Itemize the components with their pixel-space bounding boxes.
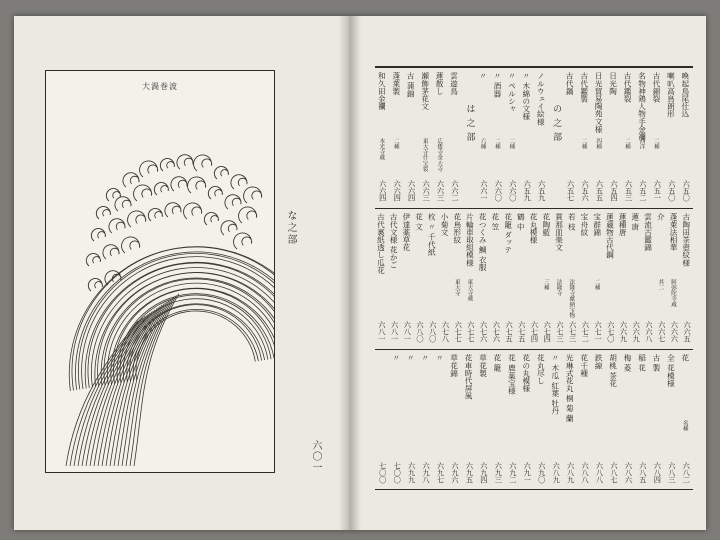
index-entry-title: 花 鹿薬宝様 bbox=[507, 354, 517, 395]
index-entry-page: 六六五 bbox=[683, 321, 693, 343]
index-entry-page: 六七三 bbox=[555, 321, 565, 343]
index-entry-title: 古陶田茶壺紋様 bbox=[681, 213, 691, 267]
index-entry-title: 草花製 bbox=[478, 354, 488, 377]
index-entry-page: 六五一 bbox=[653, 180, 663, 202]
index-entry-page: 六六三 bbox=[436, 180, 446, 202]
index-entry-note: 阿弥陀寺蔵 bbox=[670, 279, 676, 307]
index-entry-title: 〃 bbox=[478, 72, 488, 80]
index-entry-page: 六六四 bbox=[407, 180, 417, 202]
index-entry-page: 六七五 bbox=[517, 321, 527, 343]
illustration-frame bbox=[45, 70, 275, 473]
index-entry-page: 六七六 bbox=[479, 321, 489, 343]
index-entry-title: 花 bbox=[680, 354, 690, 362]
index-entry-page: 六九一 bbox=[523, 462, 533, 484]
index-entry-page: 六六三 bbox=[422, 180, 432, 202]
index-entry-title: 花千種 bbox=[579, 354, 589, 377]
index-entry-title: 小菊文 bbox=[440, 213, 450, 236]
index-entry-page: 七〇〇 bbox=[393, 462, 403, 484]
index-entry-page: 六六〇 bbox=[508, 180, 518, 202]
index-entry-title: 鶴 中 bbox=[516, 213, 526, 231]
index-entry-page: 六八一 bbox=[390, 321, 400, 343]
index-entry-page: 六八〇 bbox=[416, 321, 426, 343]
index-entry-page: 六五五 bbox=[595, 180, 605, 202]
index-entry-title: 古 製 bbox=[651, 354, 661, 372]
index-entry-title: 〃 木綿の文様 bbox=[521, 72, 531, 121]
index-entry-page: 六七〇 bbox=[606, 321, 616, 343]
section-label: な之部 bbox=[285, 210, 296, 246]
index-entry-page: 六八七 bbox=[610, 462, 619, 484]
index-entry-title: 古代鍋 bbox=[565, 72, 575, 95]
index-entry-note: 東大寺蔵 bbox=[466, 279, 473, 302]
index-entry-title: 稲 花 bbox=[637, 354, 647, 372]
index-entry-title: 鉄線 bbox=[594, 354, 604, 370]
index-entry-page: 六五九 bbox=[537, 180, 547, 202]
index-entry-page: 六九八 bbox=[422, 462, 432, 484]
index-entry-note: 二種 bbox=[392, 138, 399, 150]
index-entry-page: 六七五 bbox=[505, 321, 515, 343]
index-entry-page: 六九四 bbox=[479, 462, 489, 484]
index-band-2 bbox=[375, 208, 693, 349]
index-entry-note: 二種 bbox=[580, 138, 587, 150]
index-entry-title: 蓮 唐 bbox=[630, 213, 640, 231]
index-entry-page: 六七七 bbox=[466, 321, 476, 343]
index-entry-page: 六八一 bbox=[377, 321, 387, 343]
index-entry-page: 六六四 bbox=[393, 180, 403, 202]
index-entry-title: 雲流古鑑錦 bbox=[643, 213, 653, 251]
index-entry-page: 六六八 bbox=[644, 321, 654, 343]
index-entry-page: 六六四 bbox=[378, 180, 388, 202]
index-entry-page: 六九六 bbox=[451, 462, 460, 484]
index-entry-title: 〃 酒器 bbox=[492, 72, 502, 98]
index-entry-page: 六七二 bbox=[581, 321, 591, 343]
index-entry-page: 六八五 bbox=[638, 462, 648, 484]
index-entry-title: 伊達薬草花 bbox=[401, 213, 411, 251]
index-entry-note: 東大寺什宝裂 bbox=[421, 138, 428, 172]
index-entry-page: 六六〇 bbox=[494, 180, 504, 202]
index-entry-title: 〃 ペルシャ bbox=[507, 72, 517, 113]
index-band-1 bbox=[375, 67, 693, 208]
index-entry-page: 六八九 bbox=[566, 462, 576, 484]
index-entry-title: 和久田金襴 bbox=[377, 72, 387, 110]
index-entry-page: 六八九 bbox=[552, 462, 562, 484]
index-entry-page: 六八二 bbox=[682, 462, 692, 484]
index-entry-page: 六九九 bbox=[407, 462, 417, 484]
index-entry-title: 喇叭高鳥朗形 bbox=[666, 72, 676, 118]
index-entry-page: 六九七 bbox=[436, 462, 446, 484]
index-entry-page: 六八〇 bbox=[428, 321, 438, 343]
index-entry-note: 西洋 bbox=[638, 138, 645, 150]
index-entry-page: 六七七 bbox=[454, 321, 464, 343]
index-entry-page: 六五〇 bbox=[667, 180, 677, 202]
index-entry-title: 草花錦 bbox=[449, 354, 459, 377]
index-entry-title: 古代鑑裂 bbox=[623, 72, 633, 103]
index-entry-note: 法隆寺 bbox=[555, 279, 562, 296]
index-entry-note: 四種 bbox=[595, 138, 602, 150]
page-fold bbox=[349, 16, 351, 530]
index-entry-page: 六七六 bbox=[492, 321, 502, 343]
index-entry-page: 六七四 bbox=[530, 321, 540, 343]
index-entry-title: 花つくみ 鯛 衣服 bbox=[478, 213, 488, 272]
index-entry-note: 二種 bbox=[508, 138, 515, 150]
index-entry-title: 介 bbox=[656, 213, 666, 221]
index-entry-page: 七〇〇 bbox=[378, 462, 388, 484]
index-entry-note: 二種 bbox=[593, 279, 600, 291]
page-number: 六〇一 bbox=[310, 440, 321, 473]
index-entry-note: 法隆寺献納宝物 bbox=[568, 279, 575, 319]
index-entry-title: 古代鑑製 bbox=[579, 72, 589, 103]
index-entry-title: 花 笠 bbox=[490, 213, 500, 231]
index-entry-title: 花籠 ダッテ bbox=[503, 213, 513, 254]
index-entry-note: 三種 bbox=[542, 279, 549, 291]
index-entry-title: 蓮蔵物古代鋼 bbox=[605, 213, 615, 259]
index-entry-note: 六種 bbox=[479, 138, 486, 150]
index-entry-title: 花車時代屏風 bbox=[464, 354, 474, 400]
index-entry-title: 宝群錦 bbox=[592, 213, 602, 236]
index-entry-title: 雲遊鳥 bbox=[449, 72, 459, 95]
index-entry-page: 六九二 bbox=[508, 462, 518, 484]
index-entry-page: 六八一 bbox=[403, 321, 413, 343]
index-entry-page: 六五四 bbox=[610, 180, 619, 202]
index-entry-page: 六九〇 bbox=[537, 462, 547, 484]
index-entry-title: 若 枝 bbox=[567, 213, 577, 231]
index-entry-note: 本光寺蔵 bbox=[378, 138, 385, 161]
illustration-title: 大渦巻波 bbox=[142, 82, 178, 91]
index-entry-note: 東大寺 bbox=[453, 279, 460, 296]
index-entry-title: 蓬莱製 bbox=[391, 72, 401, 95]
index-entry-title: 花の丸模様 bbox=[521, 354, 531, 392]
index-entry-note: 二種 bbox=[652, 138, 659, 150]
index-entry-title: 花陶藍 bbox=[541, 213, 551, 236]
index-entry-note: 広倭寺金大寺 bbox=[436, 138, 443, 172]
index-entry-title: 花丸尽し bbox=[536, 354, 546, 385]
index-band-3 bbox=[375, 349, 693, 490]
index-entry-title: 名物神鶏人物手金襴 bbox=[637, 72, 647, 141]
index-entry-title: 瀬飾茅花文 bbox=[420, 72, 430, 110]
index-entry-title: 〃 bbox=[406, 354, 416, 362]
index-entry-page: 六六七 bbox=[657, 321, 667, 343]
index-entry-page: 六六二 bbox=[451, 180, 460, 202]
index-entry-title: ノルウェイ絵様 bbox=[536, 72, 546, 126]
index-entry-title: 貫那皿楽文 bbox=[554, 213, 564, 251]
index-section-header: の之部 bbox=[551, 104, 562, 146]
index-entry-page: 六六六 bbox=[670, 321, 680, 343]
index-entry-title: 〃 bbox=[391, 354, 401, 362]
index-entry-page: 六八四 bbox=[653, 462, 663, 484]
index-entry-page: 六五〇 bbox=[682, 180, 692, 202]
index-entry-page: 六六九 bbox=[619, 321, 629, 343]
index-entry-page: 六五二 bbox=[638, 180, 648, 202]
index-entry-title: 古代裏紙透し瓜花 bbox=[376, 213, 386, 274]
index-entry-note: 二種 bbox=[493, 138, 500, 150]
index-entry-title: 〃 bbox=[420, 354, 430, 362]
index-entry-title: 花鳥形紋 bbox=[452, 213, 462, 244]
index-entry-page: 六九五 bbox=[465, 462, 475, 484]
index-entry-title: 枚 〃 千代紙 bbox=[427, 213, 437, 256]
index-entry-title: 古代文様 花かご bbox=[389, 213, 399, 269]
index-entry-title: 〃 木瓜 紅葉 牡丹 bbox=[550, 354, 560, 415]
index-entry-note: 二種 bbox=[624, 138, 631, 150]
index-entry-page: 六五七 bbox=[566, 180, 576, 202]
index-entry-title: 光琳式花丸 桐 菊 蘭 bbox=[565, 354, 575, 423]
index-entry-title: 胡桃 茶花 bbox=[608, 354, 618, 387]
index-entry-title: 全 花模様 bbox=[666, 354, 676, 387]
index-entry-page: 六八八 bbox=[595, 462, 605, 484]
index-entry-title: 喚起鳥尾仕込 bbox=[680, 72, 690, 118]
index-entry-note: 名種 bbox=[681, 420, 688, 432]
index-entry-title: 日光陶 bbox=[608, 72, 618, 95]
index-entry-title: 梅 菱 bbox=[623, 354, 633, 372]
index-entry-title: 花 文 bbox=[414, 213, 424, 231]
index-section-header: は之部 bbox=[464, 104, 475, 146]
index-table bbox=[375, 66, 693, 490]
index-entry-page: 六九三 bbox=[494, 462, 504, 484]
index-entry-title: 蓮種唐 bbox=[618, 213, 628, 236]
index-entry-page: 六八三 bbox=[667, 462, 677, 484]
index-entry-page: 六六一 bbox=[479, 180, 489, 202]
index-entry-page: 六七三 bbox=[568, 321, 578, 343]
index-entry-title: 古 蒲錦 bbox=[406, 72, 416, 98]
index-entry-page: 六八八 bbox=[581, 462, 591, 484]
index-entry-page: 六五九 bbox=[523, 180, 533, 202]
index-entry-page: 六八六 bbox=[624, 462, 634, 484]
index-entry-page: 六五三 bbox=[624, 180, 634, 202]
index-entry-title: 片輪車取組模様 bbox=[465, 213, 475, 267]
index-entry-title: 宝舟紋 bbox=[579, 213, 589, 236]
index-entry-title: 花丸模様 bbox=[529, 213, 539, 244]
index-entry-title: 花 籠 bbox=[492, 354, 502, 372]
index-entry-page: 六五六 bbox=[581, 180, 591, 202]
index-entry-title: 蓬萊法相華 bbox=[669, 213, 678, 251]
index-entry-title: 古代錦裂 bbox=[651, 72, 661, 103]
great-wave-illustration bbox=[46, 71, 274, 472]
index-entry-note: 其二 bbox=[657, 279, 664, 291]
index-entry-page: 六七八 bbox=[441, 321, 451, 343]
index-entry-page: 六七一 bbox=[594, 321, 604, 343]
index-entry-title: 日光貿易陶苑文様 bbox=[594, 72, 604, 133]
index-entry-page: 六七四 bbox=[543, 321, 553, 343]
index-entry-title: 蓮散し bbox=[435, 72, 445, 95]
index-entry-page: 六六九 bbox=[632, 321, 642, 343]
index-entry-title: 〃 bbox=[435, 354, 445, 362]
